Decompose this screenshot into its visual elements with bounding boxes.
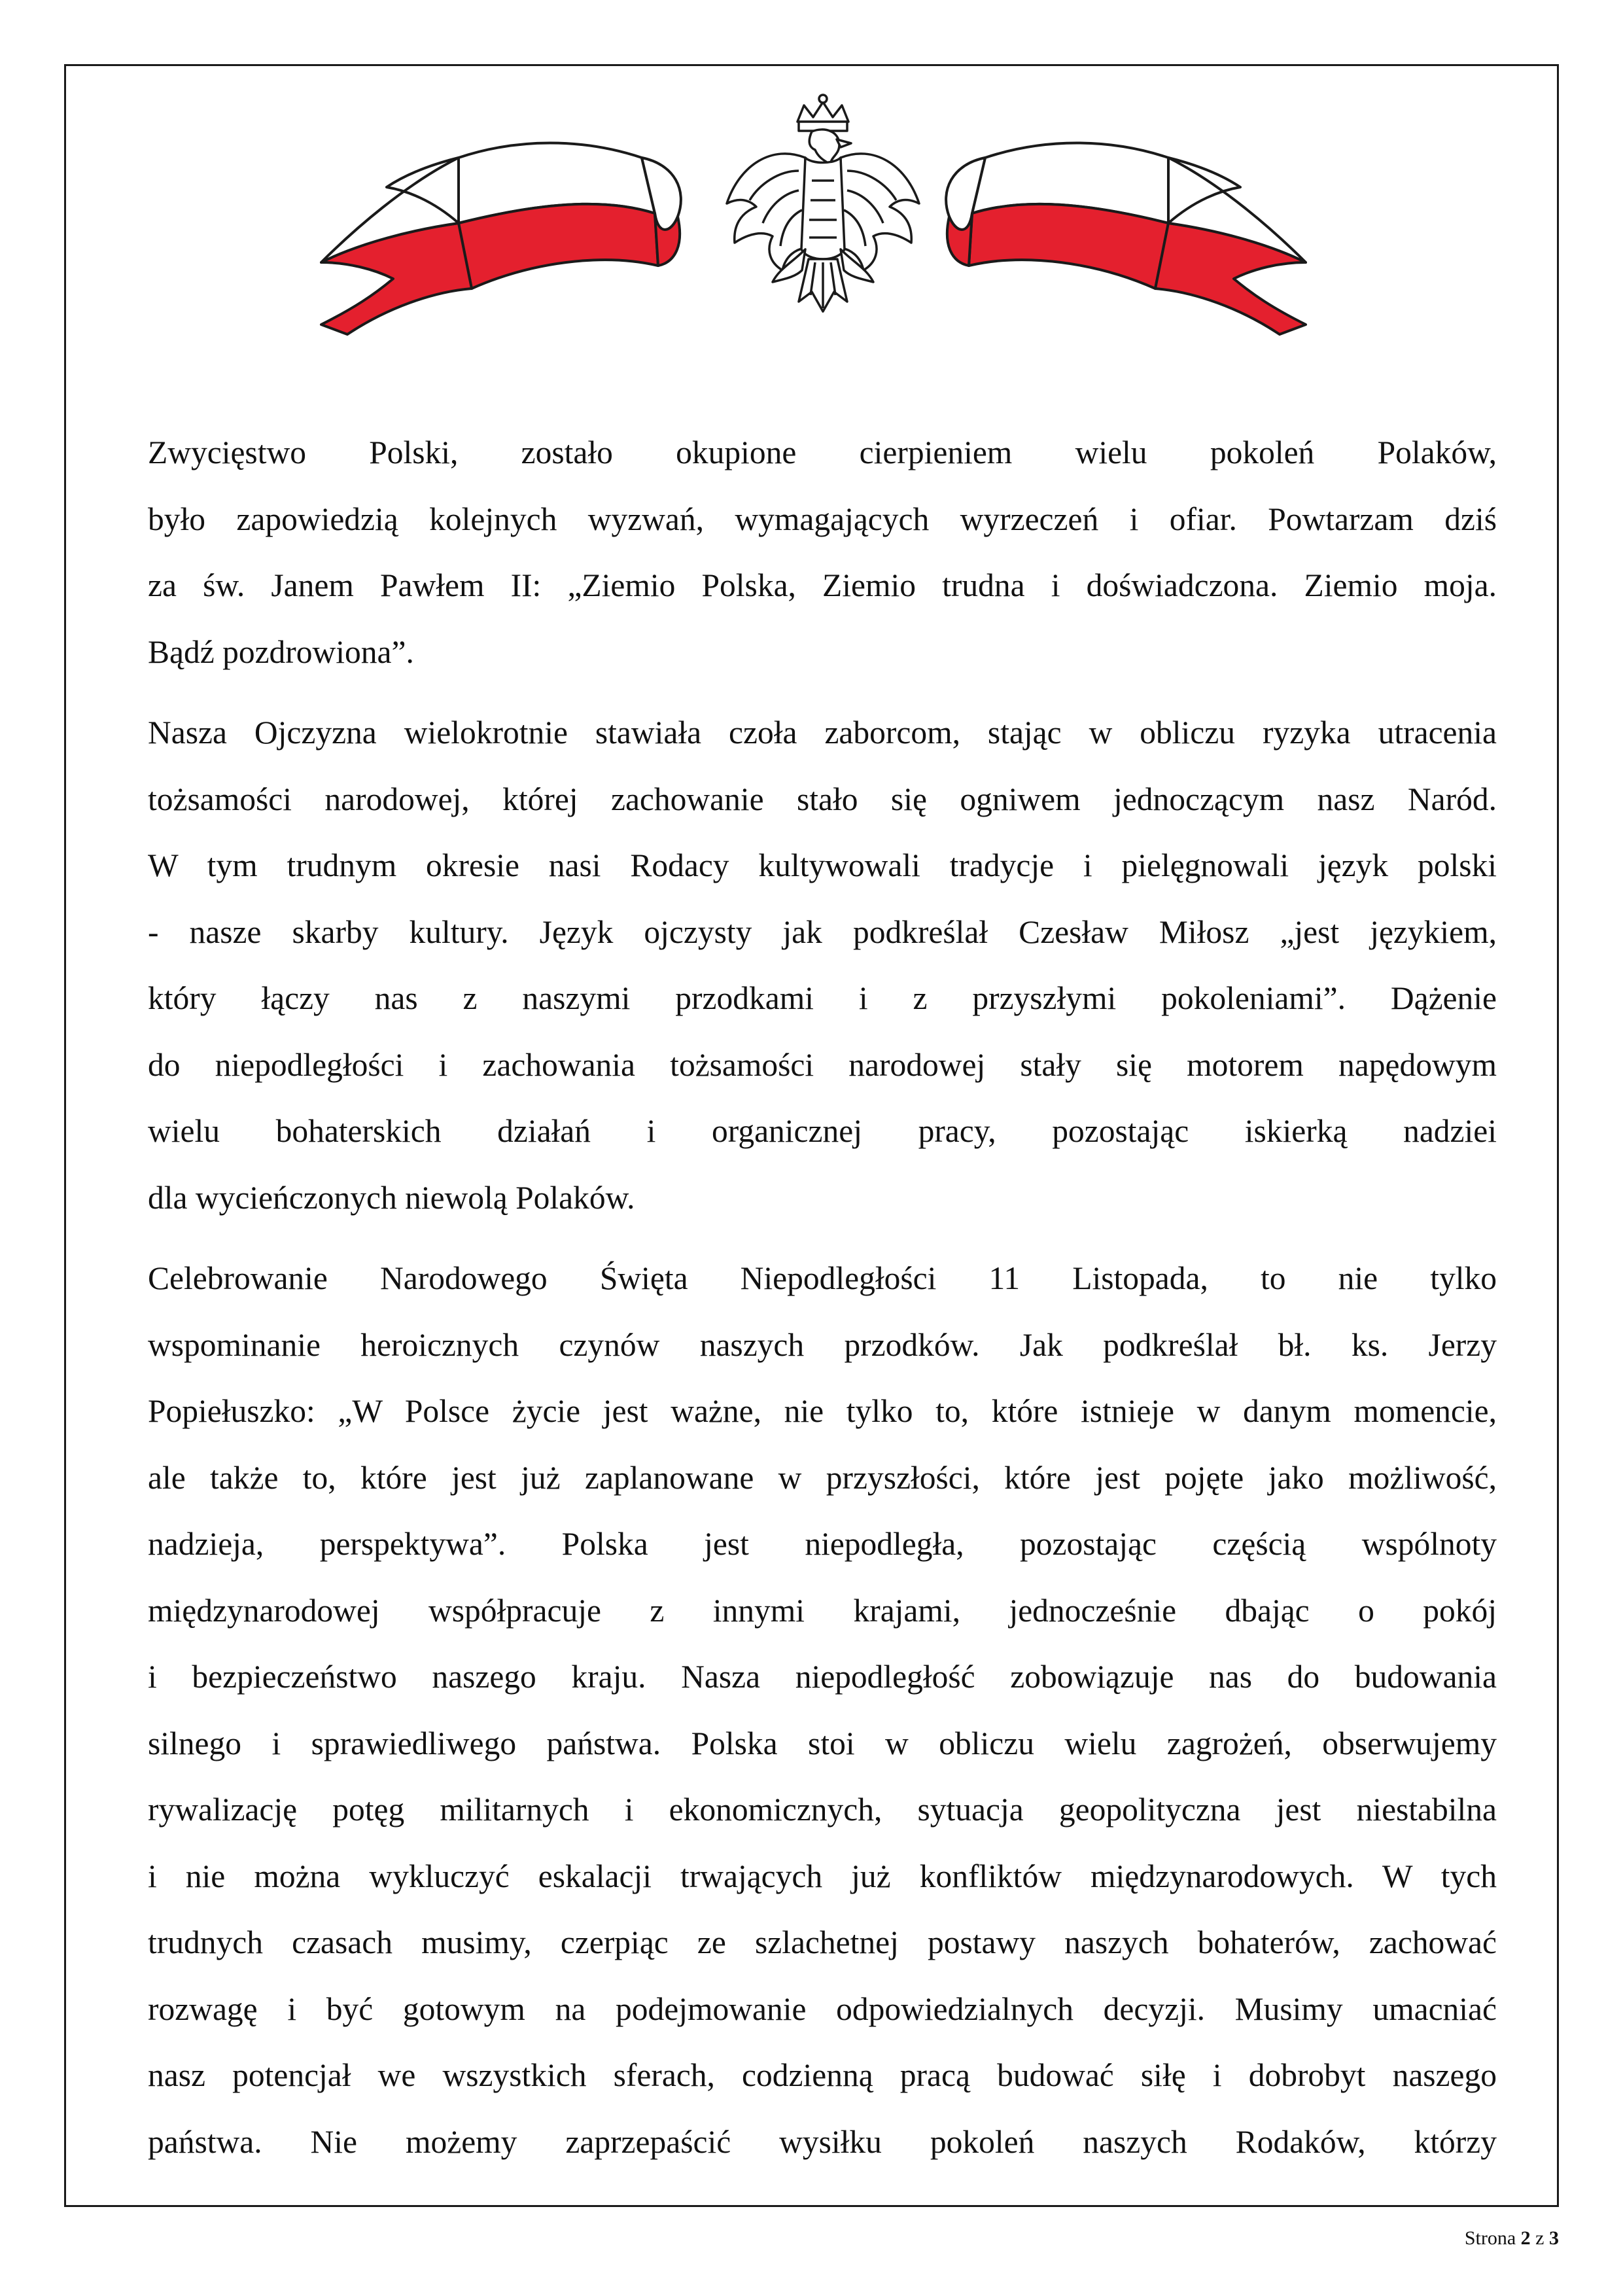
text-line: ale także to, które jest już zaplanowane w przyszłości, które jest pojęte jako możliwość,	[148, 1459, 1497, 1496]
page-label: Strona	[1464, 2227, 1516, 2249]
polish-eagle-icon	[727, 95, 919, 311]
paragraph	[148, 419, 1497, 685]
paragraph	[148, 1245, 1497, 2175]
text-line: międzynarodowej współpracuje z innymi krajami, jednocześnie dbając o pokój	[148, 1592, 1497, 1629]
text-line: do niepodległości i zachowania tożsamości narodowej stały się motorem napędowym	[148, 1046, 1497, 1083]
left-flag-ribbon	[321, 143, 681, 335]
letterhead-graphic	[66, 66, 1561, 347]
right-flag-ribbon	[946, 143, 1306, 335]
text-line: za św. Janem Pawłem II: „Ziemio Polska, Ziemio trudna i doświadczona. Ziemio moja.	[148, 567, 1497, 603]
text-line: Bądź pozdrowiona”.	[148, 633, 414, 670]
text-line: nadzieja, perspektywa”. Polska jest niepodległa, pozostając częścią wspólnoty	[148, 1526, 1497, 1562]
text-line: nasz potencjał we wszystkich sferach, codzienną pracą budować siłę i dobrobyt naszego	[148, 2057, 1497, 2093]
text-line: państwa. Nie możemy zaprzepaścić wysiłku pokoleń naszych Rodaków, którzy	[148, 2123, 1497, 2160]
text-line: dla wycieńczonych niewolą Polaków.	[148, 1179, 635, 1216]
text-line: Celebrowanie Narodowego Święta Niepodległości 11 Listopada, to nie tylko	[148, 1260, 1497, 1296]
total-pages: 3	[1549, 2227, 1559, 2249]
text-line: wielu bohaterskich działań i organicznej pracy, pozostając iskierką nadziei	[148, 1113, 1497, 1149]
letter-body	[148, 419, 1497, 2175]
text-line: i bezpieczeństwo naszego kraju. Nasza niepodległość zobowiązuje nas do budowania	[148, 1659, 1497, 1695]
paragraph	[148, 699, 1497, 1231]
text-line: było zapowiedzią kolejnych wyzwań, wymagających wyrzeczeń i ofiar. Powtarzam dziś	[148, 501, 1497, 537]
text-line: silnego i sprawiedliwego państwa. Polska stoi w obliczu wielu zagrożeń, obserwujemy	[148, 1725, 1497, 1761]
letterhead	[66, 66, 1561, 347]
text-line: rozwagę i być gotowym na podejmowanie odpowiedzialnych decyzji. Musimy umacniać	[148, 1990, 1497, 2027]
text-line: tożsamości narodowej, której zachowanie stało się ogniwem jednoczącym nasz Naród.	[148, 781, 1497, 817]
text-line: i nie można wykluczyć eskalacji trwających już konfliktów międzynarodowych. W tych	[148, 1858, 1497, 1894]
text-line: Nasza Ojczyzna wielokrotnie stawiała czoła zaborcom, stając w obliczu ryzyka utracenia	[148, 715, 1497, 751]
text-line: Popiełuszko: „W Polsce życie jest ważne, nie tylko to, które istnieje w danym momencie,	[148, 1393, 1497, 1429]
current-page: 2	[1520, 2227, 1531, 2249]
page-separator: z	[1535, 2227, 1544, 2249]
page-frame	[64, 64, 1559, 2207]
text-line: - nasze skarby kultury. Język ojczysty jak podkreślał Czesław Miłosz „jest językiem,	[148, 913, 1497, 950]
text-line: Zwycięstwo Polski, zostało okupione cierpieniem wielu pokoleń Polaków,	[148, 434, 1497, 470]
text-line: trudnych czasach musimy, czerpiąc ze szlachetnej postawy naszych bohaterów, zachować	[148, 1924, 1497, 1960]
text-line: W tym trudnym okresie nasi Rodacy kultywowali tradycje i pielęgnowali język polski	[148, 847, 1497, 883]
text-line: wspominanie heroicznych czynów naszych przodków. Jak podkreślał bł. ks. Jerzy	[148, 1326, 1497, 1363]
page-number	[1465, 2227, 1559, 2250]
text-line: rywalizację potęg militarnych i ekonomicznych, sytuacja geopolityczna jest niestabilna	[148, 1792, 1497, 1828]
text-line: który łączy nas z naszymi przodkami i z przyszłymi pokoleniami”. Dążenie	[148, 980, 1497, 1016]
